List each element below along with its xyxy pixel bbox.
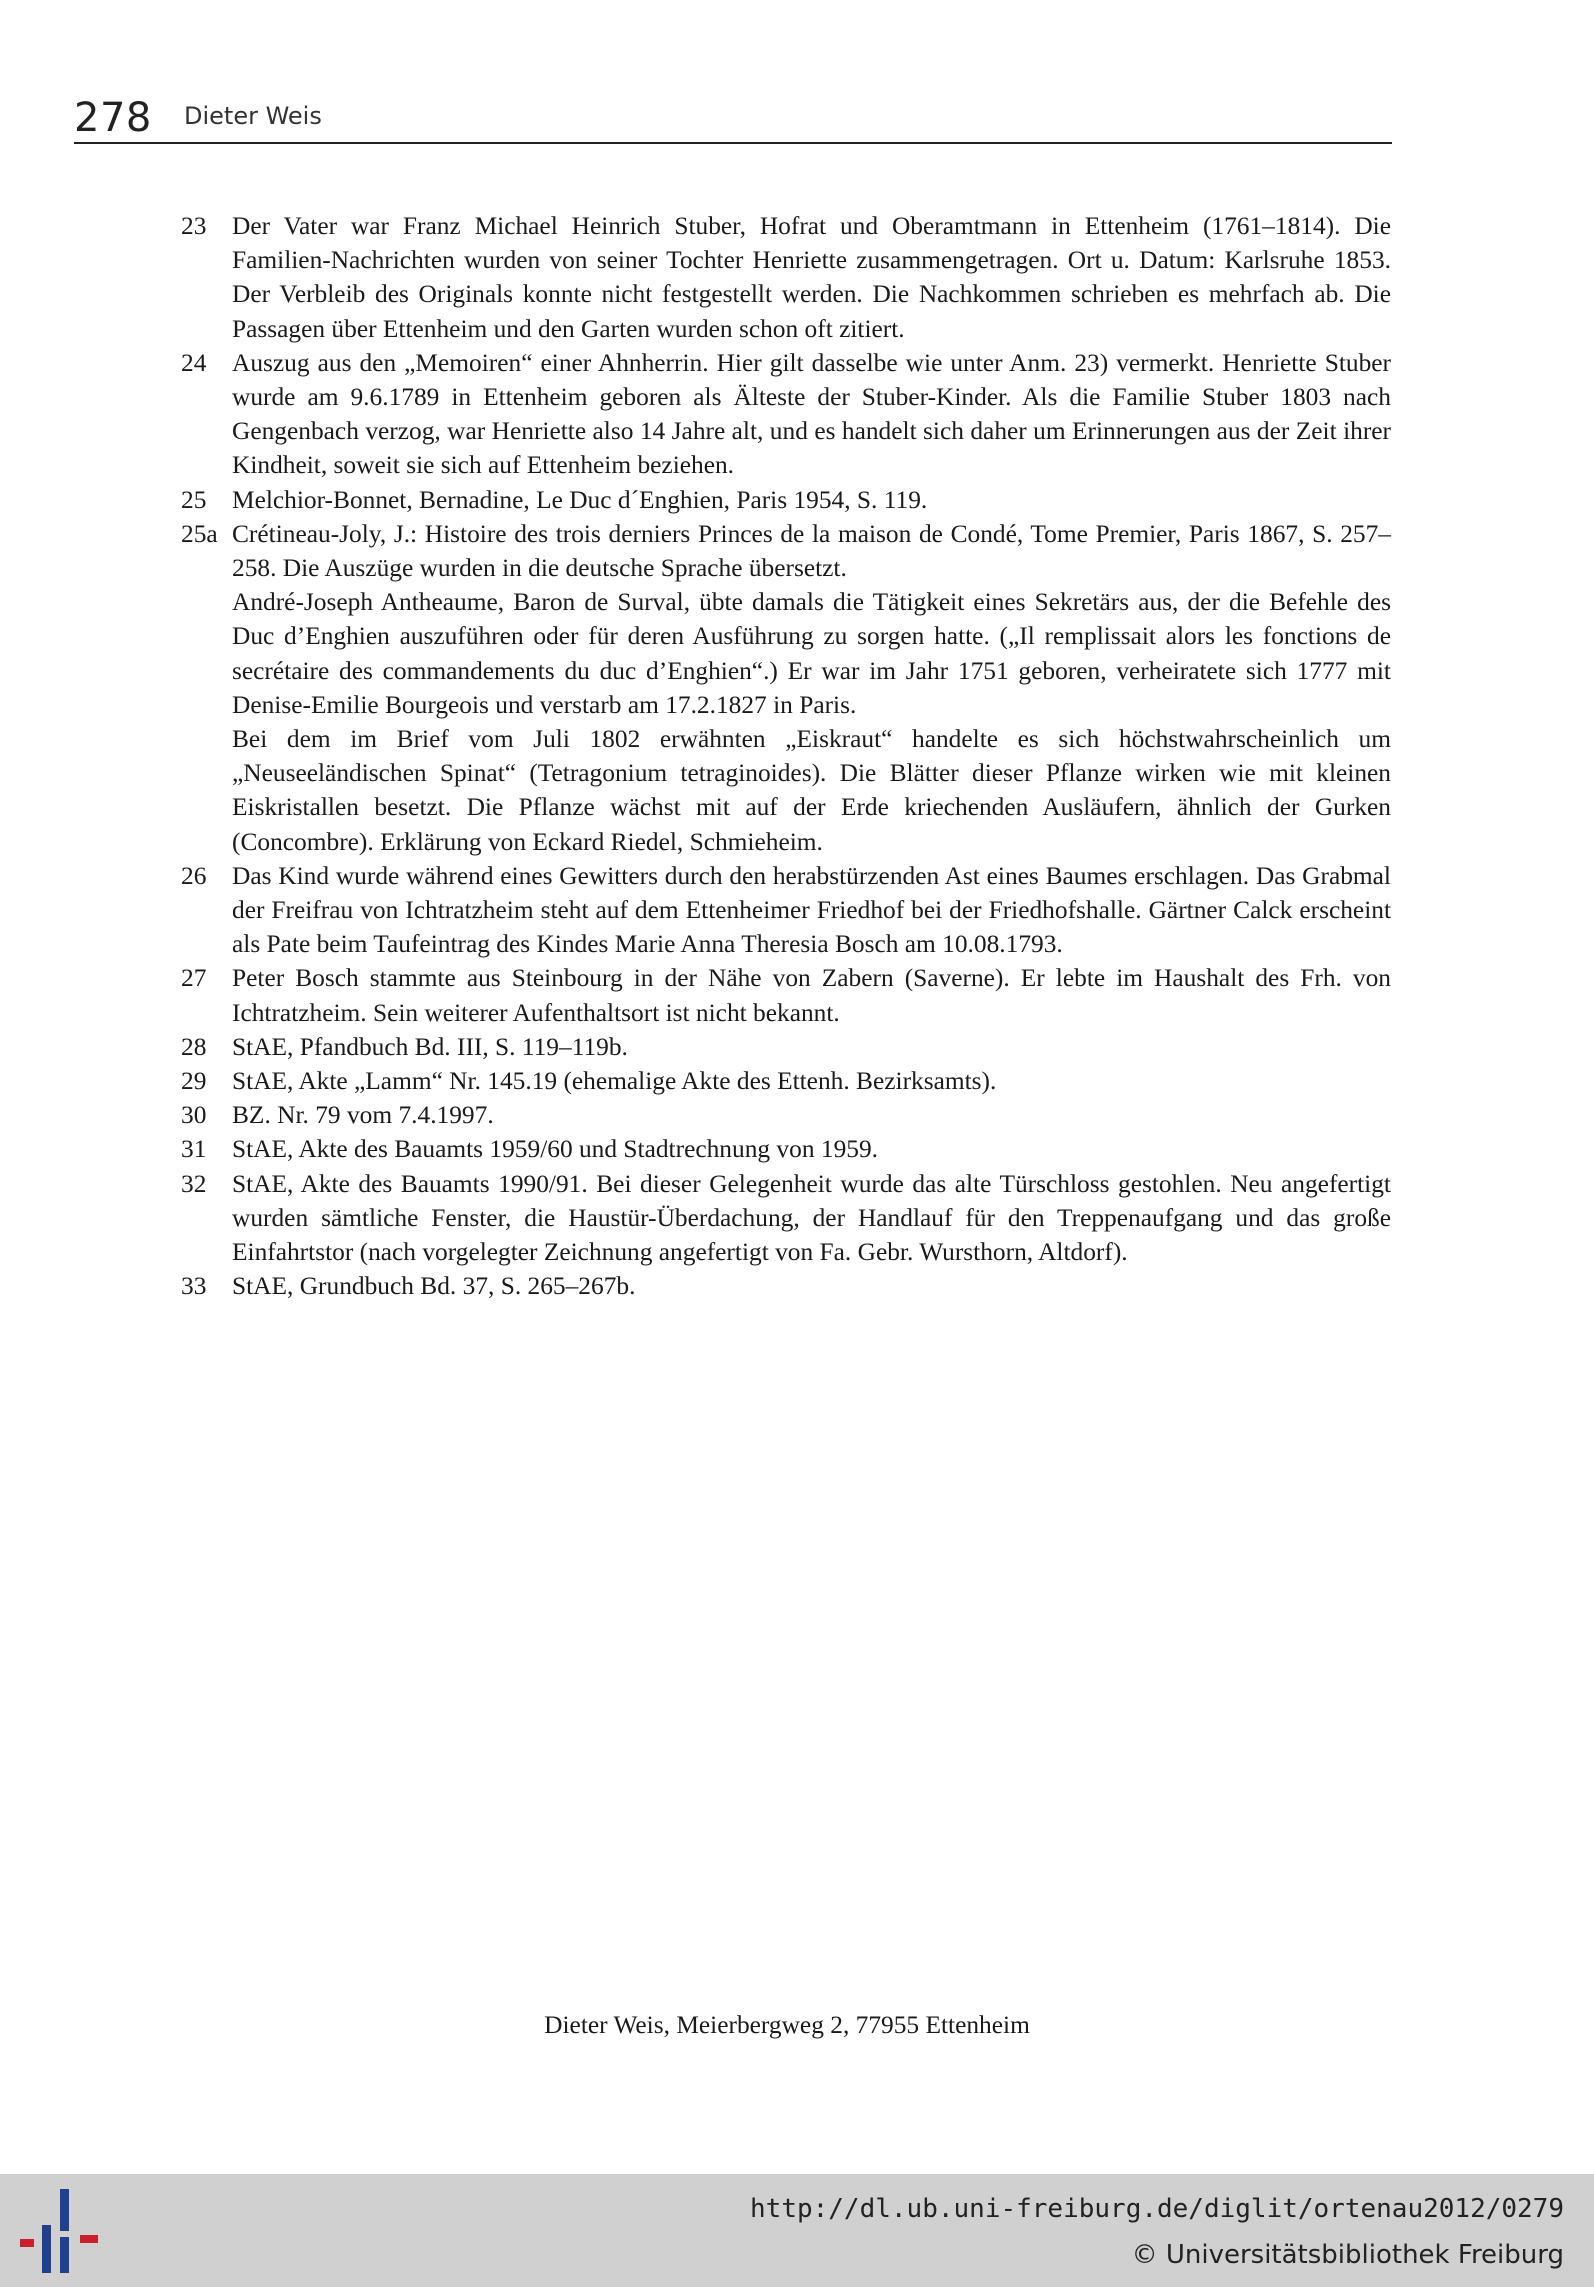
note-paragraph: Der Vater war Franz Michael Heinrich Stuber, Hofrat und Oberamtmann in Ettenheim (1761–1814). Die Familien-Nachrichten wurden von seiner Tochter Henriette zusammengetragen. Ort u. Datum: Karlsruhe 1853. Der Verbleib des Originals konnte nicht festgestellt werden. Die Nachkommen schrieben es mehrfach ab. Die Passagen über Ettenheim und den Garten wurden schon oft zitiert.	[232, 212, 1391, 343]
note-paragraph: Peter Bosch stammte aus Steinbourg in der Nähe von Zabern (Saverne). Er lebte im Haushalt des Frh. von Ichtratzheim. Sein weiterer Aufenthaltsort ist nicht bekannt.	[232, 964, 1391, 1027]
note-paragraph: StAE, Grundbuch Bd. 37, S. 265–267b.	[232, 1272, 636, 1301]
note-text	[232, 483, 1391, 517]
note-number: 26	[181, 861, 207, 890]
note-number: 33	[181, 1272, 207, 1301]
note-text	[232, 1030, 1391, 1064]
note-text	[232, 346, 1391, 483]
note-text	[232, 859, 1391, 962]
note-number: 24	[181, 348, 207, 377]
note-paragraph: BZ. Nr. 79 vom 7.4.1997.	[232, 1101, 494, 1130]
endnote	[181, 346, 1391, 483]
endnote	[181, 483, 1391, 517]
endnote	[181, 1098, 1391, 1132]
note-paragraph: StAE, Akte des Bauamts 1990/91. Bei dieser Gelegenheit wurde das alte Türschloss gestohlen. Neu angefertigt wurden sämtliche Fenster, die Haustür-Überdachung, der Handlauf für den Treppenaufgang und das große Einfahrtstor (nach vorgelegter Zeichnung angefertigt von Fa. Gebr. Wursthorn, Altdorf).	[232, 1169, 1391, 1267]
note-number: 23	[181, 212, 207, 240]
source-url-link[interactable]: http://dl.ub.uni-freiburg.de/diglit/ortenau2012/0279	[750, 2194, 1564, 2224]
note-text	[232, 1167, 1391, 1270]
note-text	[232, 1132, 1391, 1166]
note-paragraph: StAE, Pfandbuch Bd. III, S. 119–119b.	[232, 1032, 628, 1061]
note-paragraph: Crétineau-Joly, J.: Histoire des trois derniers Princes de la maison de Condé, Tome Premier, Paris 1867, S. 257–258. Die Auszüge wurden in die deutsche Sprache übersetzt.	[232, 519, 1391, 583]
author-address: Dieter Weis, Meierbergweg 2, 77955 Ettenheim	[544, 2011, 1030, 2039]
endnote	[181, 517, 1391, 859]
note-paragraph: Melchior-Bonnet, Bernadine, Le Duc d´Enghien, Paris 1954, S. 119.	[232, 485, 928, 514]
note-text	[232, 517, 1391, 859]
ub-freiburg-logo-icon[interactable]	[20, 2189, 100, 2279]
endnote	[181, 961, 1391, 1029]
note-number: 25a	[181, 519, 218, 548]
note-text	[232, 1269, 1391, 1303]
note-number: 29	[181, 1067, 207, 1096]
note-number: 28	[181, 1032, 207, 1061]
endnote	[181, 1269, 1391, 1303]
endnote	[181, 1167, 1391, 1270]
note-text	[232, 1098, 1391, 1132]
page-header	[74, 96, 1392, 144]
note-number: 25	[181, 485, 207, 514]
note-paragraph: Bei dem im Brief vom Juli 1802 erwähnten „Eiskraut“ handelte es sich höchstwahrscheinlich um „Neuseeländischen Spinat“ (Tetragonium tetraginoides). Die Blätter dieser Pflanze wirken wie mit kleinen Eiskristallen besetzt. Die Pflanze wächst mit auf der Erde kriechenden Ausläufern, ähnlich der Gurken (Concombre). Erklärung von Eckard Riedel, Schmieheim.	[232, 725, 1391, 856]
endnotes	[181, 209, 1391, 1304]
library-footer	[0, 2174, 1594, 2287]
note-paragraph: Das Kind wurde während eines Gewitters durch den herabstürzenden Ast eines Baumes erschlagen. Das Grabmal der Freifrau von Ichtratzheim steht auf dem Ettenheimer Friedhof bei der Friedhofshalle. Gärtner Calck erscheint als Pate beim Taufeintrag des Kindes Marie Anna Theresia Bosch am 10.08.1793.	[232, 861, 1391, 959]
running-head: Dieter Weis	[184, 102, 322, 130]
note-number: 27	[181, 964, 207, 993]
note-number: 32	[181, 1169, 207, 1198]
note-text	[232, 1064, 1391, 1098]
note-paragraph: StAE, Akte des Bauamts 1959/60 und Stadtrechnung von 1959.	[232, 1135, 878, 1164]
note-paragraph: StAE, Akte „Lamm“ Nr. 145.19 (ehemalige Akte des Ettenh. Bezirksamts).	[232, 1067, 997, 1096]
endnote	[181, 1030, 1391, 1064]
endnote	[181, 1064, 1391, 1098]
endnote	[181, 209, 1391, 346]
note-text	[232, 209, 1391, 346]
note-paragraph: André-Joseph Antheaume, Baron de Surval, übte damals die Tätigkeit eines Sekretärs aus, der die Befehle des Duc d’Enghien auszuführen oder für deren Ausführung zu sorgen hatte. („Il remplissait alors les fonctions de secrétaire des commandements du duc d’Enghien“.) Er war im Jahr 1751 geboren, verheiratete sich 1777 mit Denise-Emilie Bourgeois und verstarb am 17.2.1827 in Paris.	[232, 588, 1391, 719]
copyright-notice: © Universitätsbibliothek Freiburg	[1131, 2240, 1564, 2270]
note-text	[232, 961, 1391, 1029]
note-paragraph: Auszug aus den „Memoiren“ einer Ahnherrin. Hier gilt dasselbe wie unter Anm. 23) vermerkt. Henriette Stuber wurde am 9.6.1789 in Ettenheim geboren als Älteste der Stuber-Kinder. Als die Familie Stuber 1803 nach Gengenbach verzog, war Henriette also 14 Jahre alt, und es handelt sich daher um Erinnerungen aus der Zeit ihrer Kindheit, soweit sie sich auf Ettenheim beziehen.	[232, 348, 1391, 480]
endnote	[181, 1132, 1391, 1166]
endnote	[181, 859, 1391, 962]
note-number: 30	[181, 1101, 207, 1130]
page-number: 278	[74, 95, 152, 141]
note-number: 31	[181, 1135, 207, 1164]
